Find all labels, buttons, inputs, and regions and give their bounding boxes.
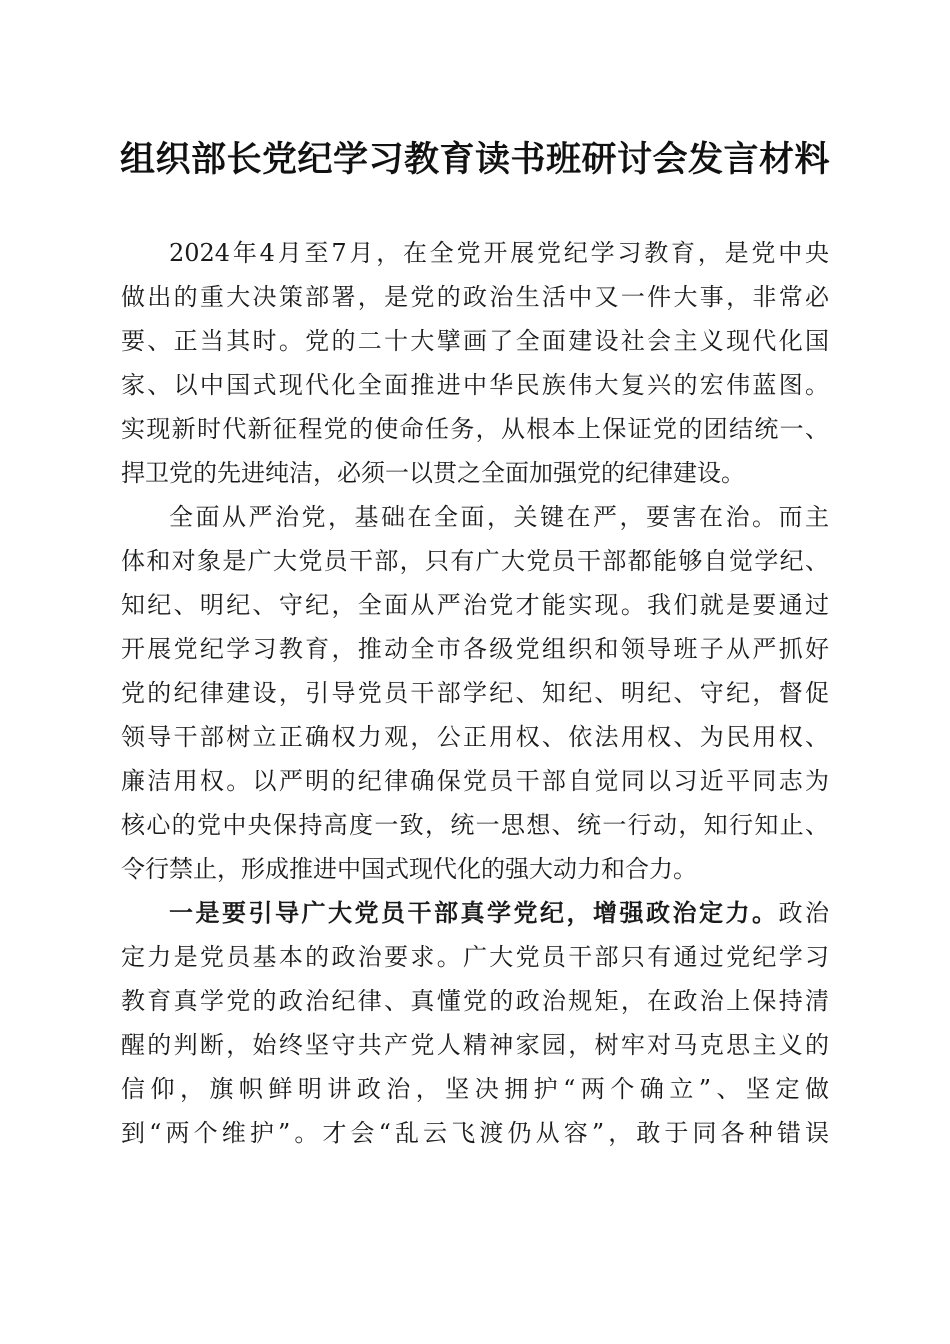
paragraph-line: 令行禁止，形成推进中国式现代化的强大动力和合力。 (121, 855, 697, 883)
paragraph-line: 实现新时代新征程党的使命任务，从根本上保证党的团结统一、 (121, 415, 829, 443)
paragraph-line: 信仰，旗帜鲜明讲政治，坚决拥护“两个确立”、坚定做 (121, 1075, 829, 1103)
paragraph-line: 党的纪律建设，引导党员干部学纪、知纪、明纪、守纪，督促 (121, 679, 829, 707)
paragraph-line: 到“两个维护”。才会“乱云飞渡仍从容”，敢于同各种错误 (121, 1119, 829, 1147)
paragraph-line: 醒的判断，始终坚守共产党人精神家园，树牢对马克思主义的 (121, 1031, 829, 1059)
paragraph-line: 捍卫党的先进纯洁，必须一以贯之全面加强党的纪律建设。 (121, 459, 745, 487)
line-tail: 政治 (778, 899, 829, 927)
paragraph-line (169, 895, 829, 931)
bold-lead-sentence: 一是要引导广大党员干部真学党纪，增强政治定力。 (169, 898, 779, 927)
paragraph-line: 全面从严治党，基础在全面，关键在严，要害在治。而主 (169, 503, 829, 531)
paragraph-line: 教育真学党的政治纪律、真懂党的政治规矩，在政治上保持清 (121, 987, 829, 1015)
paragraph-line: 做出的重大决策部署，是党的政治生活中又一件大事，非常必 (121, 283, 829, 311)
paragraph-line: 廉洁用权。以严明的纪律确保党员干部自觉同以习近平同志为 (121, 767, 829, 795)
paragraph-line: 领导干部树立正确权力观，公正用权、依法用权、为民用权、 (121, 723, 829, 751)
paragraph-line: 知纪、明纪、守纪，全面从严治党才能实现。我们就是要通过 (121, 591, 829, 619)
paragraph-line: 核心的党中央保持高度一致，统一思想、统一行动，知行知止、 (121, 811, 829, 839)
paragraph-line: 要、正当其时。党的二十大擘画了全面建设社会主义现代化国 (121, 327, 829, 355)
paragraph-line: 家、以中国式现代化全面推进中华民族伟大复兴的宏伟蓝图。 (121, 371, 829, 399)
paragraph-line: 体和对象是广大党员干部，只有广大党员干部都能够自觉学纪、 (121, 547, 829, 575)
paragraph-line: 2024年4月至7月，在全党开展党纪学习教育，是党中央 (169, 239, 829, 267)
paragraph-line: 定力是党员基本的政治要求。广大党员干部只有通过党纪学习 (121, 943, 829, 971)
document-title: 组织部长党纪学习教育读书班研讨会发言材料 (119, 140, 830, 180)
paragraph-line: 开展党纪学习教育，推动全市各级党组织和领导班子从严抓好 (121, 635, 829, 663)
